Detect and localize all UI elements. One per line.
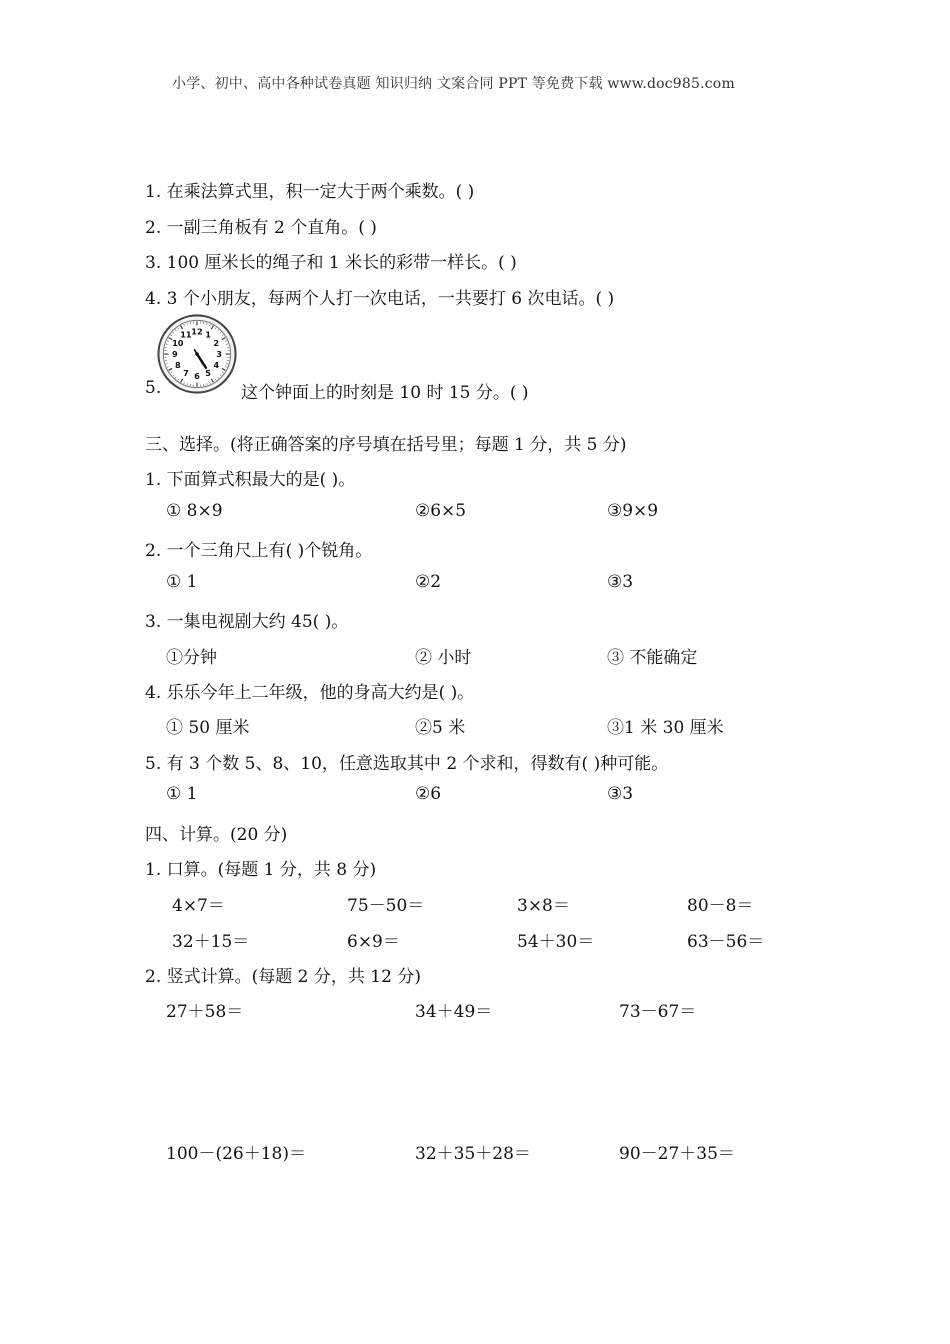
judge-item-3: 3. 100 厘米长的绳子和 1 米长的彩带一样长。( ) — [145, 253, 517, 273]
clock-number: 10 — [172, 337, 184, 348]
section3-title: 三、选择。(将正确答案的序号填在括号里；每题 1 分，共 5 分) — [145, 435, 627, 455]
oral-problem: 80－8＝ — [687, 896, 754, 916]
choice-3-option-1: ①分钟 — [166, 648, 217, 668]
clock-number: 8 — [174, 359, 181, 370]
clock-number: 2 — [213, 337, 220, 348]
vertical-calc-title: 2. 竖式计算。(每题 2 分，共 12 分) — [145, 967, 421, 987]
choice-5-option-3: ③3 — [607, 784, 634, 804]
clock-center — [195, 352, 199, 356]
clock-number: 5 — [205, 368, 211, 379]
vertical-problem: 73－67＝ — [619, 1002, 697, 1022]
oral-problem: 63－56＝ — [687, 932, 765, 952]
choice-4-option-3: ③1 米 30 厘米 — [607, 718, 724, 738]
choice-2-option-3: ③3 — [607, 572, 634, 592]
choice-question-4: 4. 乐乐今年上二年级，他的身高大约是( )。 — [145, 683, 475, 703]
oral-problem: 75－50＝ — [347, 896, 425, 916]
clock-number: 3 — [216, 348, 222, 359]
choice-question-5: 5. 有 3 个数 5、8、10，任意选取其中 2 个求和，得数有( )种可能。 — [145, 754, 669, 774]
oral-problem: 4×7＝ — [172, 896, 225, 916]
vertical-problem: 27＋58＝ — [166, 1002, 244, 1022]
choice-3-option-2: ② 小时 — [415, 648, 472, 668]
choice-3-option-3: ③ 不能确定 — [607, 648, 698, 668]
choice-1-option-2: ②6×5 — [415, 501, 467, 521]
vertical-problem: 100－(26＋18)＝ — [166, 1144, 306, 1164]
section4-title: 四、计算。(20 分) — [145, 825, 288, 845]
vertical-problem: 32＋35＋28＝ — [415, 1144, 531, 1164]
choice-5-option-1: ① 1 — [166, 784, 198, 804]
clock-number: 7 — [183, 368, 189, 379]
clock-face-image — [156, 313, 238, 395]
oral-problem: 6×9＝ — [347, 932, 400, 952]
clock-number: 12 — [191, 326, 203, 337]
clock-number: 9 — [172, 348, 178, 359]
judge-item-5-text: 这个钟面上的时刻是 10 时 15 分。( ) — [241, 383, 529, 403]
choice-4-option-2: ②5 米 — [415, 718, 466, 738]
choice-1-option-3: ③9×9 — [607, 501, 659, 521]
oral-problem: 3×8＝ — [517, 896, 570, 916]
choice-question-3: 3. 一集电视剧大约 45( )。 — [145, 612, 349, 632]
vertical-problem: 34＋49＝ — [415, 1002, 493, 1022]
choice-4-option-1: ① 50 厘米 — [166, 718, 250, 738]
choice-2-option-2: ②2 — [415, 572, 442, 592]
judge-item-2: 2. 一副三角板有 2 个直角。( ) — [145, 218, 377, 238]
choice-question-1: 1. 下面算式积最大的是( )。 — [145, 470, 356, 490]
judge-item-1: 1. 在乘法算式里，积一定大于两个乘数。( ) — [145, 182, 475, 202]
vertical-problem: 90－27＋35＝ — [619, 1144, 735, 1164]
choice-2-option-1: ① 1 — [166, 572, 198, 592]
judge-item-5-number: 5. — [145, 378, 162, 398]
clock-number: 1 — [205, 329, 211, 340]
choice-question-2: 2. 一个三角尺上有( )个锐角。 — [145, 541, 373, 561]
clock-number: 4 — [213, 359, 220, 370]
oral-problem: 32＋15＝ — [172, 932, 250, 952]
oral-calc-title: 1. 口算。(每题 1 分，共 8 分) — [145, 860, 377, 880]
page-header: 小学、初中、高中各种试卷真题 知识归纳 文案合同 PPT 等免费下载 www.doc985.com — [172, 76, 735, 92]
oral-problem: 54＋30＝ — [517, 932, 595, 952]
judge-item-4: 4. 3 个小朋友，每两个人打一次电话，一共要打 6 次电话。( ) — [145, 289, 615, 309]
choice-5-option-2: ②6 — [415, 784, 442, 804]
clock-number: 6 — [194, 371, 200, 382]
choice-1-option-1: ① 8×9 — [166, 501, 223, 521]
clock-number: 11 — [180, 329, 192, 340]
